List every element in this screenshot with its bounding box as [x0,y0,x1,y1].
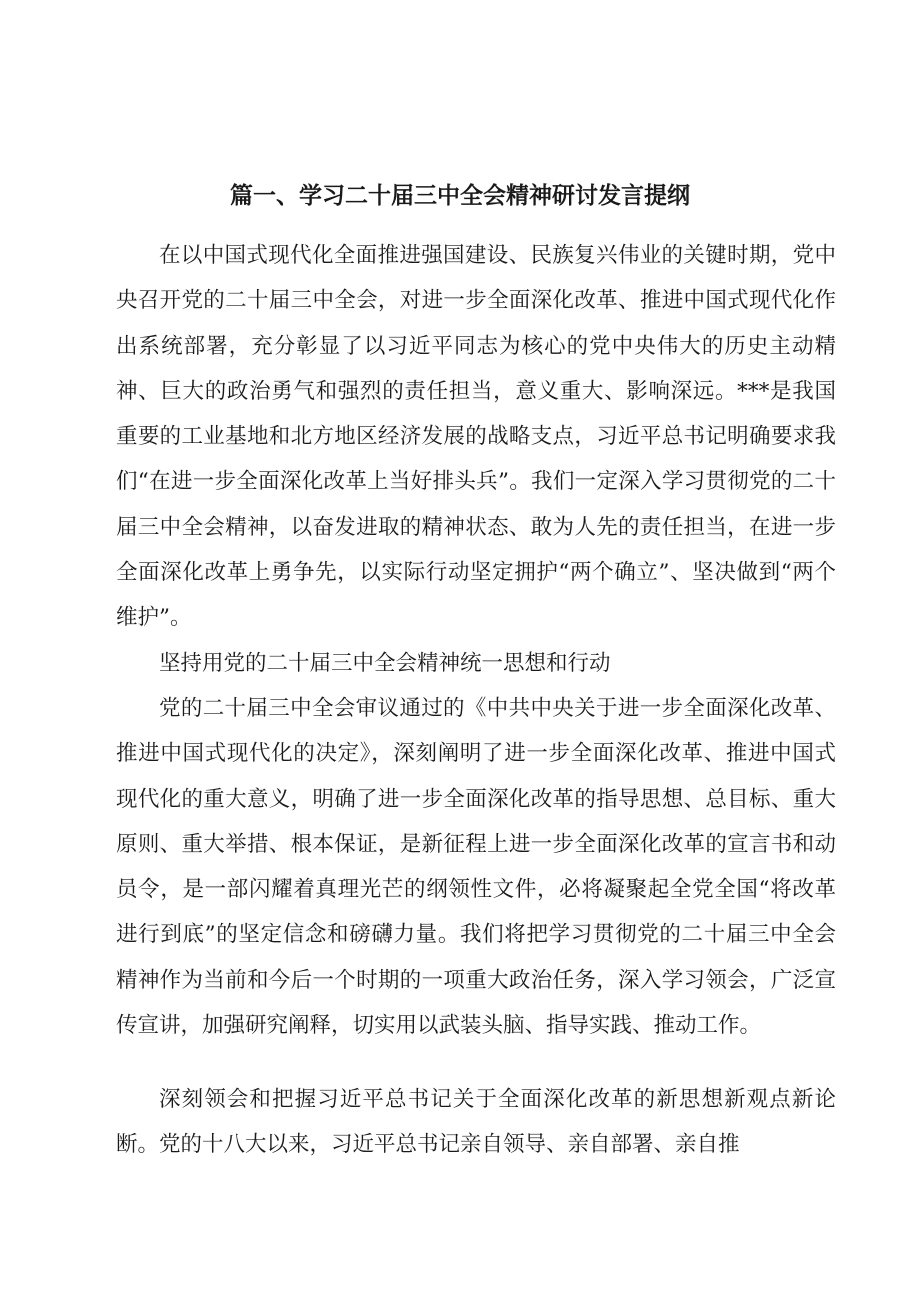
section-heading: 坚持用党的二十届三中全会精神统一思想和行动 [159,651,611,676]
paragraph-decision: 党的二十届三中全会审议通过的《中共中央关于进一步全面深化改革、推进中国式现代化的决定》，深刻阐明了进一步全面深化改革、推进中国式现代化的重大意义，明确了进一步全面深化改革的指导思想、总目标、重大原则、重大举措、根本保证，是新征程上进一步全面深化改革的宣言书和动员令，是一部闪耀着真理光芒的纲领性文件，必将凝聚起全党全国“将改革进行到底”的坚定信念和磅礴力量。我们将把学习贯彻党的二十届三中全会精神作为当前和今后一个时期的一项重大政治任务，深入学习领会，广泛宣传宣讲，加强研究阐释，切实用以武装头脑、指导实践、推动工作。 [116,696,836,1039]
document-title: 篇一、学习二十届三中全会精神研讨发言提纲 [230,183,690,210]
paragraph-new-thought: 深刻领会和把握习近平总书记关于全面深化改革的新思想新观点新论断。党的十八大以来，习近平总书记亲自领导、亲自部署、亲自推 [116,1087,836,1158]
paragraph-intro: 在以中国式现代化全面推进强国建设、民族复兴伟业的关键时期，党中央召开党的二十届三中全会，对进一步全面深化改革、推进中国式现代化作出系统部署，充分彰显了以习近平同志为核心的党中央伟大的历史主动精神、巨大的政治勇气和强烈的责任担当，意义重大、影响深远。***是我国重要的工业基地和北方地区经济发展的战略支点，习近平总书记明确要求我们“在进一步全面深化改革上当好排头兵”。我们一定深入学习贯彻党的二十届三中全会精神，以奋发进取的精神状态、敢为人先的责任担当，在进一步全面深化改革上勇争先，以实际行动坚定拥护“两个确立”、坚决做到“两个维护”。 [116,243,836,631]
